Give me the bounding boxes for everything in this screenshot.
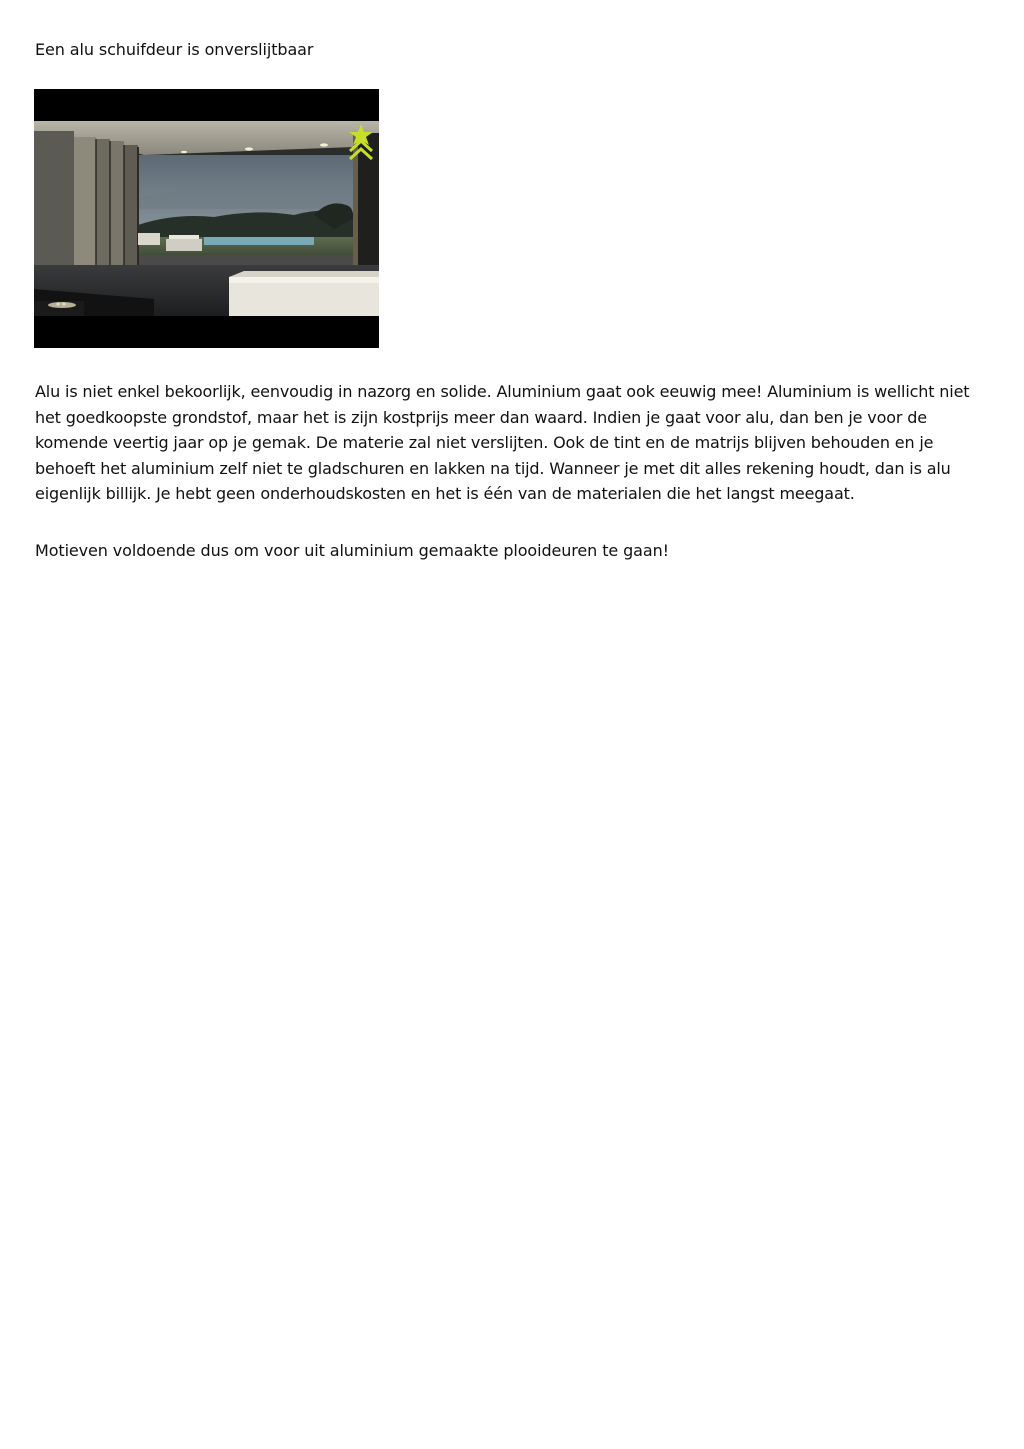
closing-sentence: Motieven voldoende dus om voor uit aluminium gemaakte plooideuren te gaan! bbox=[35, 541, 669, 560]
document-title: Een alu schuifdeur is onverslijtbaar bbox=[35, 40, 314, 59]
living-room-video-still bbox=[34, 89, 379, 348]
living-room-scene bbox=[34, 89, 379, 348]
body-paragraph: Alu is niet enkel bekoorlijk, eenvoudig in nazorg en solide. Aluminium gaat ook eeuwig mee! Aluminium is wellicht niet het goedkoopste grondstof, maar het is zijn kostprijs meer dan waard. Indien je gaat voor alu, dan ben je voor de komende veertig jaar op je gemak. De materie zal niet verslijten. Ook de tint en de matrijs blijven behouden en je behoeft het aluminium zelf niet te gladschuren en lakken na tijd. Wanneer je met dit alles rekening houdt, dan is alu eigenlijk billijk. Je hebt geen onderhoudskosten en het is één van de materialen die het langst meegaat. bbox=[35, 382, 970, 503]
